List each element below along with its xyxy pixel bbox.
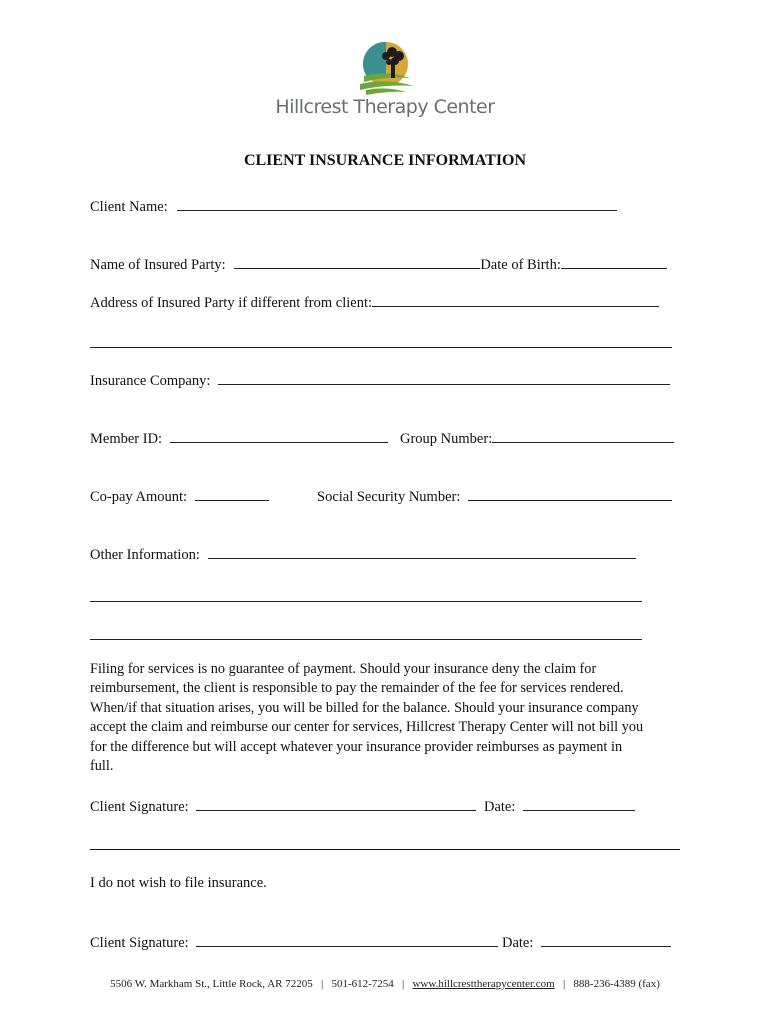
- ssn-row: [317, 487, 672, 506]
- address-row: [90, 293, 659, 312]
- group-number-row: [400, 429, 674, 448]
- signature-date-row: [484, 797, 635, 816]
- group-number-label: Group Number:: [400, 431, 493, 447]
- opt-out-text: I do not wish to file insurance.: [90, 875, 267, 891]
- signature2-date-row: [502, 933, 671, 952]
- signature2-field[interactable]: [196, 933, 498, 947]
- disclaimer-line: When/if that situation arises, you will be billed for the balance. Should your insurance company: [90, 699, 639, 716]
- disclaimer-line: Filing for services is no guarantee of payment. Should your insurance deny the claim for: [90, 661, 597, 677]
- signature2-date-label: Date:: [502, 935, 534, 951]
- section-divider: [90, 849, 680, 850]
- ssn-label: Social Security Number:: [317, 489, 461, 505]
- signature-field[interactable]: [196, 797, 476, 811]
- signature-date-label: Date:: [484, 799, 516, 815]
- footer-phone: 501-612-7254: [331, 978, 394, 990]
- address-label: Address of Insured Party if different from client:: [90, 295, 372, 311]
- copay-label: Co-pay Amount:: [90, 489, 188, 505]
- client-name-label: Client Name:: [90, 199, 168, 215]
- signature-date-field[interactable]: [523, 797, 635, 811]
- member-id-field[interactable]: [170, 429, 388, 443]
- dob-label: Date of Birth:: [480, 257, 561, 273]
- disclaimer-paragraph: [90, 660, 690, 776]
- disclaimer-line: full.: [90, 758, 114, 775]
- signature-row: [90, 797, 476, 816]
- member-id-label: Member ID:: [90, 431, 163, 447]
- footer-separator: |: [320, 978, 324, 990]
- client-name-row: [90, 197, 617, 216]
- member-id-row: [90, 429, 388, 448]
- other-info-row: [90, 545, 636, 564]
- footer-fax: 888-236-4389 (fax): [573, 978, 660, 990]
- footer-separator: |: [562, 978, 566, 990]
- disclaimer-line: for the difference but will accept whatever your insurance provider reimburses as payment in: [90, 738, 623, 755]
- other-info-field[interactable]: [208, 545, 636, 559]
- footer-website-link[interactable]: www.hillcresttherapycenter.com: [412, 978, 555, 990]
- footer: [0, 978, 770, 990]
- form-title: CLIENT INSURANCE INFORMATION: [243, 152, 527, 169]
- group-number-field[interactable]: [492, 429, 674, 443]
- signature2-date-field[interactable]: [541, 933, 671, 947]
- disclaimer-line: reimbursement, the client is responsible to pay the remainder of the fee for services rendered.: [90, 680, 624, 697]
- signature-label: Client Signature:: [90, 799, 189, 815]
- signature2-row: [90, 933, 498, 952]
- footer-address: 5506 W. Markham St., Little Rock, AR 72205: [110, 978, 313, 990]
- insurance-company-field[interactable]: [218, 371, 670, 385]
- copay-row: [90, 487, 269, 506]
- other-info-label: Other Information:: [90, 547, 200, 563]
- dob-field[interactable]: [561, 255, 667, 269]
- footer-separator: |: [402, 978, 405, 990]
- address-field-line-2[interactable]: [90, 334, 672, 348]
- copay-field[interactable]: [195, 487, 269, 501]
- address-field[interactable]: [372, 293, 659, 307]
- client-name-field[interactable]: [177, 197, 617, 211]
- brand-name: Hillcrest Therapy Center: [275, 96, 495, 118]
- other-info-field-line-3[interactable]: [90, 626, 642, 640]
- insurance-company-row: [90, 371, 670, 390]
- disclaimer-line: accept the claim and reimburse our center for services, Hillcrest Therapy Center will not bill you: [90, 719, 644, 736]
- other-info-field-line-2[interactable]: [90, 588, 642, 602]
- signature2-label: Client Signature:: [90, 935, 189, 951]
- insurance-company-label: Insurance Company:: [90, 373, 211, 389]
- insured-party-row: [90, 255, 667, 274]
- ssn-field[interactable]: [468, 487, 672, 501]
- tree-sun-logo-icon: [356, 40, 416, 96]
- insured-party-field[interactable]: [234, 255, 480, 269]
- insured-party-label: Name of Insured Party:: [90, 257, 226, 273]
